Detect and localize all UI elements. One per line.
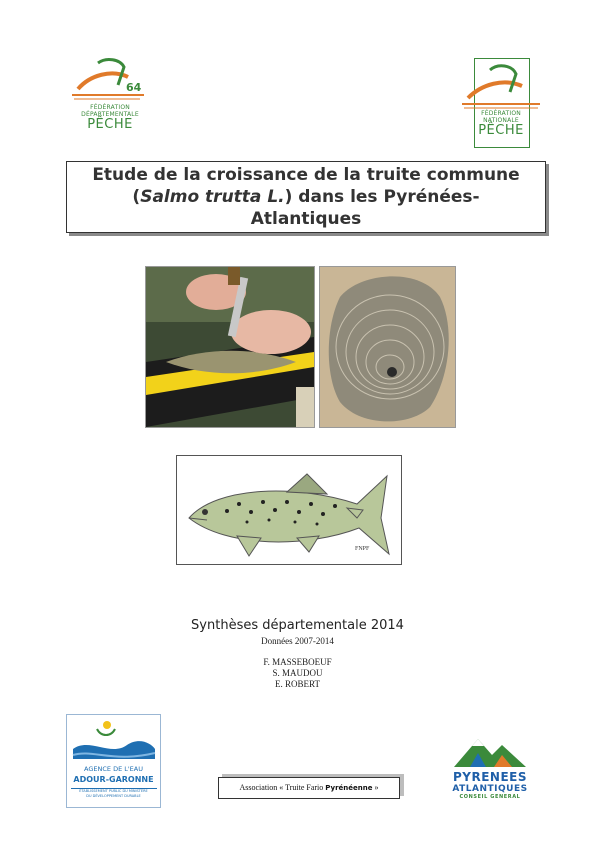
- title-line3: Atlantiques: [250, 209, 362, 229]
- trout-scale-photo: [319, 266, 456, 428]
- fish-hook-icon: [460, 60, 542, 110]
- author: F. MASSEBOEUF: [263, 657, 332, 667]
- pyrenees-line2: ATLANTIQUES: [452, 784, 528, 794]
- illustration-credit: FNPF: [355, 546, 370, 552]
- federation-departementale-logo: [68, 55, 152, 141]
- trout-measuring-photo: [145, 266, 315, 428]
- water-logo-icon: [67, 715, 160, 765]
- logo-line1: FÉDÉRATION: [90, 104, 130, 111]
- species-name: Salmo trutta L.: [140, 187, 285, 207]
- agence-eau-adour-garonne-logo: [66, 714, 161, 808]
- logo-number: 64: [126, 81, 142, 94]
- author: S. MAUDOU: [272, 668, 323, 678]
- logo-line1: FÉDÉRATION: [481, 110, 521, 117]
- authors-list: [0, 657, 595, 690]
- report-subtitle: Synthèses départementale 2014: [191, 618, 404, 633]
- logo-line2: DÉPARTEMENTALE: [81, 111, 139, 118]
- logo-line3: PÊCHE: [87, 117, 133, 132]
- mountain-logo-icon: [440, 733, 540, 769]
- author: E. ROBERT: [275, 679, 320, 689]
- agency-line3: ÉTABLISSEMENT PUBLIC DU MINISTÈRE: [79, 789, 148, 793]
- logo-line3: PÊCHE: [478, 123, 524, 138]
- agency-line1: AGENCE DE L'EAU: [84, 765, 143, 773]
- trout-illustration: [176, 455, 402, 565]
- pyrenees-line3: CONSEIL GENERAL: [459, 794, 521, 800]
- pyrenees-atlantiques-logo: [440, 733, 540, 803]
- pyrenees-line1: PYRENEES: [452, 770, 527, 784]
- fish-hook-icon: [68, 55, 152, 103]
- association-label: Association « Truite Fario Pyrénéenne »: [218, 777, 400, 799]
- federation-nationale-logo: [460, 58, 542, 148]
- logo-line2: NATIONALE: [483, 117, 519, 124]
- data-years: Données 2007-2014: [261, 636, 334, 646]
- title-line2: (Salmo trutta L.) dans les Pyrénées-: [132, 187, 480, 207]
- agency-line4: DU DÉVELOPPEMENT DURABLE: [86, 794, 141, 798]
- agency-line2: ADOUR-GARONNE: [73, 775, 154, 784]
- title-box: [66, 161, 546, 233]
- title-line1: Etude de la croissance de la truite commune: [92, 165, 520, 185]
